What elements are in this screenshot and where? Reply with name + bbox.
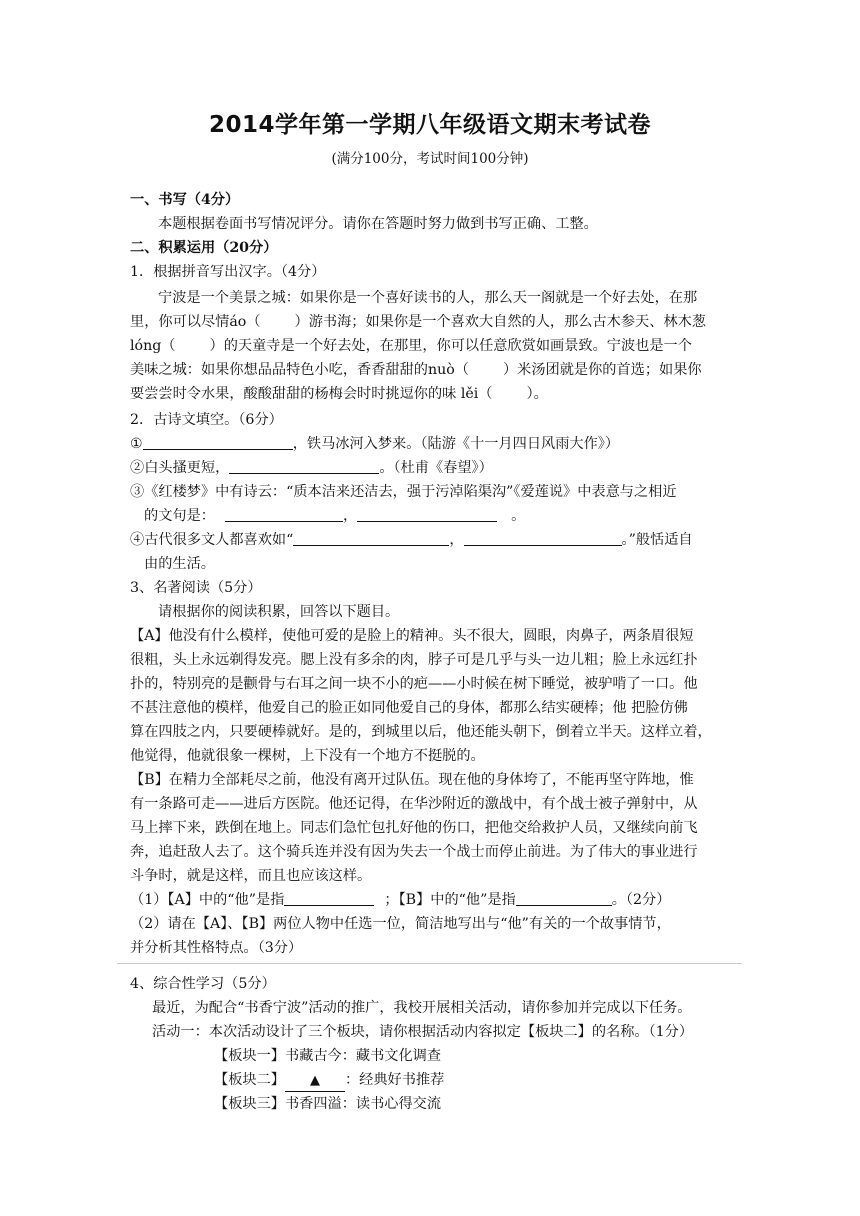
answer-blank[interactable] (516, 890, 612, 906)
q3-intro: 请根据你的阅读积累，回答以下题目。 (158, 604, 400, 620)
page-subtitle: (满分100分，考试时间100分钟) (331, 151, 529, 167)
block-2 (214, 1070, 824, 1092)
answer-blank[interactable] (284, 890, 374, 906)
q3-part-1-b: ；【B】中的“他”是指 (384, 892, 516, 908)
q1-line-1: 宁波是一个美景之城：如果你是一个喜好读书的人，那么天一阁就是一个好去处，在那 (158, 290, 698, 306)
q1-line-3-a: lóng（ (130, 338, 176, 354)
q1-line-2-a: 里，你可以尽情áo（ (130, 314, 261, 330)
q3-part-1-c: 。（2分） (611, 892, 671, 908)
q4-activity-1: 活动一：本次活动设计了三个板块，请你根据活动内容拟定【板块二】的名称。（1分） (152, 1024, 694, 1040)
q2-item-3-cont (144, 506, 754, 526)
q2-item-1 (130, 434, 740, 454)
q1-line-3 (130, 336, 740, 356)
q3-part-1-a: （1）【A】中的“他”是指 (130, 892, 285, 908)
q1-line-2-b: ）游书海；如果你是一个喜欢大自然的人，那么古木参天、林木葱 (294, 314, 706, 330)
q1-line-4 (130, 360, 740, 380)
block-2-text: ：经典好书推荐 (344, 1072, 445, 1088)
q1-line-4-a: 美味之城：如果你想品品特色小吃，香香甜甜的nuò（ (130, 362, 469, 378)
q2-item-2-a: ②白头搔更短， (130, 460, 230, 476)
section-divider (117, 963, 742, 964)
passage-a-line: 扑的，特别亮的是颧骨与右耳之间一块不小的疤——小时候在树下睡觉，被驴啃了一口。他 (130, 676, 698, 692)
q2-item-4-a: ④古代很多文人都喜欢如“ (130, 532, 294, 548)
page-title: 2014学年第一学期八年级语文期末考试卷 (208, 112, 651, 138)
q2-item-3: ③《红楼梦》中有诗云：“质本洁来还洁去，强于污淖陷渠沟”《爱莲说》中表意与之相近 (130, 484, 677, 500)
q3-part-1 (130, 890, 740, 910)
passage-b-line: 【B】在精力全部耗尽之前，他没有离开过队伍。现在他的身体垮了，不能再坚守阵地，惟 (130, 772, 694, 788)
q2-item-4 (130, 530, 740, 550)
q3-part-2-cont: 并分析其性格特点。（3分） (130, 940, 303, 956)
section-1-text: 本题根据卷面书写情况评分。请你在答题时努力做到书写正确、工整。 (158, 216, 598, 232)
passage-a-line: 算在四肢之内，只要硬棒就好。是的，到城里以后，他还能头朝下，倒着立半天。这样立着， (130, 724, 712, 740)
passage-a-line: 不甚注意他的模样，他爱自己的脸正如同他爱自己的身体，都那么结实硬棒；他 把脸仿佛 (130, 700, 688, 716)
answer-blank[interactable] (293, 530, 449, 546)
q1-line-4-b: ）米汤团就是你的首选；如果你 (502, 362, 702, 378)
q2-item-4-c: 。”般恬适自 (621, 532, 693, 548)
section-1-heading: 一、书写（4分） (130, 192, 240, 208)
q2-item-3-b: ， (342, 508, 358, 524)
passage-b-line: 奔，追赶敌人去了。这个骑兵连并没有因为失去一个战士而停止前进。为了伟大的事业进行 (130, 844, 698, 860)
q2-item-3-a: 的文句是： (144, 508, 215, 524)
q2-item-2-b: 。（杜甫《春望》） (379, 460, 493, 476)
q1-heading: 1．根据拼音写出汉字。（4分） (130, 264, 326, 280)
q1-line-2 (130, 312, 740, 332)
q2-heading: 2．古诗文填空。（6分） (130, 412, 283, 428)
q2-item-3-c: 。 (511, 508, 526, 524)
block-1: 【板块一】书藏古今：藏书文化调查 (214, 1048, 442, 1064)
answer-blank[interactable] (143, 434, 293, 450)
q3-part-2: （2）请在【A】、【B】两位人物中任选一位，简洁地写出与“他”有关的一个故事情节， (130, 916, 671, 932)
block-2-label: 【板块二】 (214, 1072, 285, 1088)
q3-heading: 3、名著阅读（5分） (130, 580, 262, 596)
block-2-answer-blank[interactable]: ▲ (285, 1071, 345, 1092)
q1-line-3-b: ）的天童寺是一个好去处，在那里，你可以任意欣赏如画景致。宁波也是一个 (209, 338, 692, 354)
answer-blank[interactable] (464, 530, 622, 546)
q4-heading: 4、综合性学习（5分） (130, 976, 276, 992)
passage-a-line: 很粗，头上永远剃得发亮。腮上没有多余的肉，脖子可是几乎与头一边儿粗；脸上永远红扑 (130, 652, 698, 668)
q2-item-1-mark: ① (130, 436, 143, 452)
q4-intro: 最近，为配合“书香宁波”活动的推广，我校开展相关活动，请你参加并完成以下任务。 (152, 1000, 692, 1016)
q1-line-5-b: ）。 (526, 386, 548, 402)
section-2-heading: 二、积累运用（20分） (130, 240, 278, 256)
passage-a-line: 他觉得，他就很象一棵树，上下没有一个地方不挺脱的。 (130, 748, 485, 764)
passage-b-line: 斗争时，就是这样，而且也应该这样。 (130, 868, 372, 884)
q2-item-4-cont: 由的生活。 (144, 556, 215, 572)
answer-blank[interactable] (229, 458, 379, 474)
block-3: 【板块三】书香四溢：读书心得交流 (214, 1096, 442, 1112)
passage-a-line: 【A】他没有什么模样，使他可爱的是脸上的精神。头不很大，圆眼，肉鼻子，两条眉很短 (130, 628, 694, 644)
q1-line-5-a: 要尝尝时令水果，酸酸甜甜的杨梅会时时挑逗你的味 lěi（ (130, 386, 493, 402)
passage-b-line: 有一条路可走——进后方医院。他还记得，在华沙附近的激战中，有个战士被子弹射中，从 (130, 796, 698, 812)
answer-blank[interactable] (225, 506, 343, 522)
passage-b-line: 马上摔下来，跌倒在地上。同志们急忙包扎好他的伤口，把他交给救护人员，又继续向前飞 (130, 820, 698, 836)
q1-line-5 (130, 384, 740, 404)
q2-item-4-b: ， (449, 532, 464, 548)
q2-item-1-text: ，铁马冰河入梦来。（陆游《十一月四日风雨大作》） (292, 436, 620, 452)
q2-item-2 (130, 458, 740, 478)
answer-blank[interactable] (357, 506, 497, 522)
